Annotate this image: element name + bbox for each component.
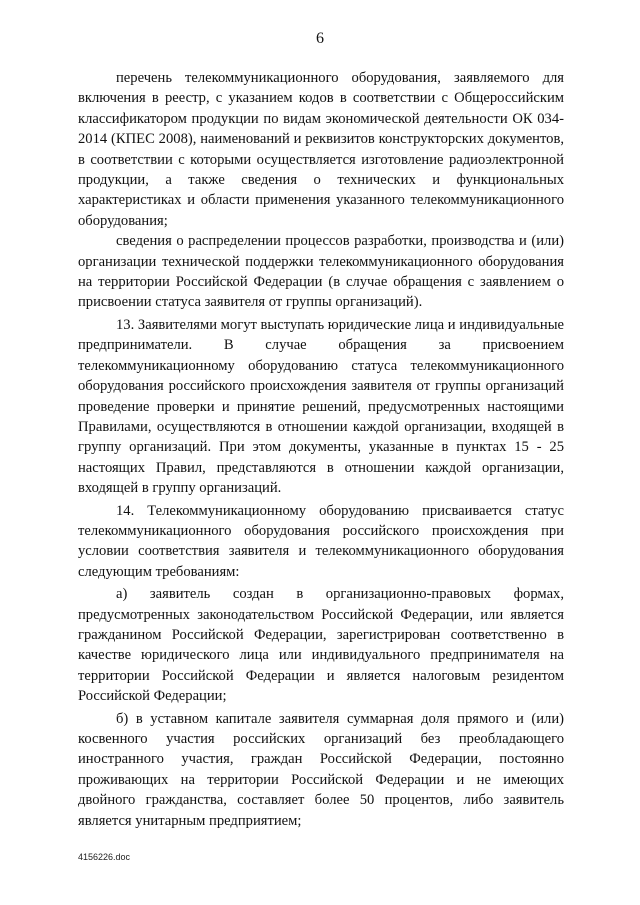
page-number: 6 — [316, 30, 324, 47]
paragraph-item-b: б) в уставном капитале заявителя суммарная доля прямого и (или) косвенного участия российских организаций без преобладающего иностранного участия, граждан Российской Федерации, постоянно проживающих на территории Российской Федерации и не имеющих двойного гражданства, составляет более 50 процентов, либо заявитель является унитарным предприятием; — [78, 710, 564, 829]
document-filename: 4156226.doc — [78, 852, 131, 862]
paragraph-item-a: а) заявитель создан в организационно-правовых формах, предусмотренных законодательством Российской Федерации, или является гражданином Российской Федерации, зарегистрирован соответственно в качестве юридического лица или индивидуального предпринимателя на территории Российской Федерации и является налоговым резидентом Российской Федерации; — [78, 586, 564, 705]
paragraph-equipment-list: перечень телекоммуникационного оборудования, заявляемого для включения в реестр, с указанием кодов в соответствии с Общероссийским классификатором продукции по видам экономической деятельности ОК 034-2014 (КПЕС 2008), наименований и реквизитов конструкторских документов, в соответствии с которыми осуществляется изготовление радиоэлектронной продукции, а также сведения о технических и функциональных характеристиках и области применения указанного телекоммуникационного оборудования; — [78, 70, 564, 229]
paragraph-clause-14: 14. Телекоммуникационному оборудованию присваивается статус телекоммуникационного оборудования российского происхождения при условии соответствия заявителя и телекоммуникационного оборудования следующим требованиям: — [78, 502, 564, 580]
document-body — [78, 68, 564, 831]
paragraph-clause-13: 13. Заявителями могут выступать юридические лица и индивидуальные предприниматели. В случае обращения за присвоением телекоммуникационному оборудованию статуса телекоммуникационного оборудования российского происхождения заявителя от группы организаций проведение проверки и принятие решений, предусмотренных настоящими Правилами, осуществляются в отношении каждой организации, входящей в группу организаций. При этом документы, указанные в пунктах 15 - 25 настоящих Правил, представляются в отношении каждой организации, входящей в группу организаций. — [78, 316, 564, 497]
paragraph-process-distribution: сведения о распределении процессов разработки, производства и (или) организации технической поддержки телекоммуникационного оборудования на территории Российской Федерации (в случае обращения с заявлением о присвоении статуса заявителя от группы организаций). — [78, 233, 564, 311]
